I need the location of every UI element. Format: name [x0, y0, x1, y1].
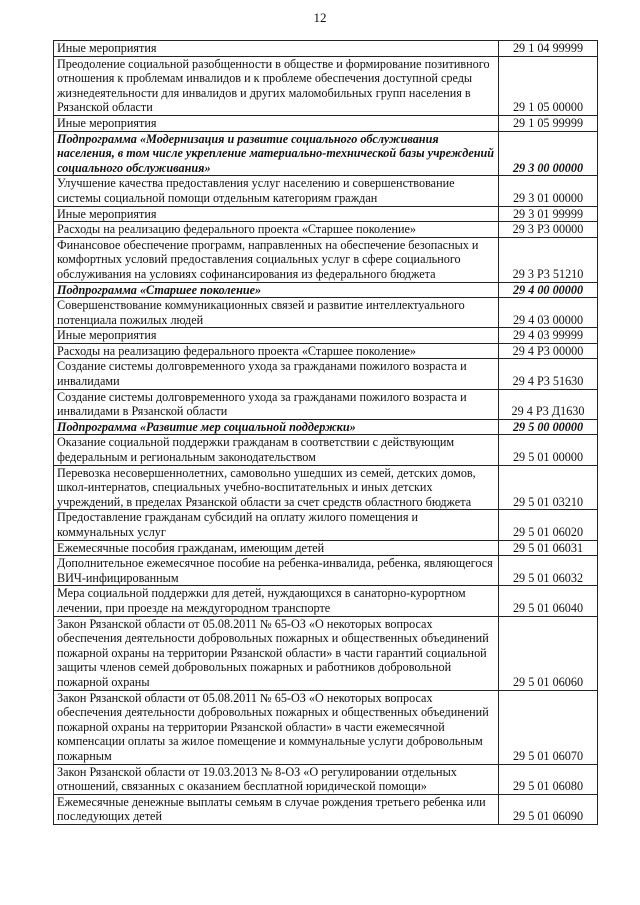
classification-code-cell: 29 4 P3 00000: [499, 343, 598, 359]
classification-code-cell: 29 5 01 03210: [499, 465, 598, 510]
table-row: [54, 690, 598, 764]
classification-code-cell: 29 5 01 06070: [499, 690, 598, 764]
classification-code-cell: 29 4 03 00000: [499, 298, 598, 328]
table-row: [54, 359, 598, 389]
subprogram-row: [54, 282, 598, 298]
expense-name-cell: Иные мероприятия: [54, 206, 499, 222]
classification-code-cell: 29 5 01 06060: [499, 616, 598, 690]
classification-code-cell: 29 3 01 99999: [499, 206, 598, 222]
classification-code-cell: 29 3 01 00000: [499, 176, 598, 206]
expense-name-cell: Создание системы долговременного ухода за гражданами пожилого возраста и инвалидами: [54, 359, 499, 389]
table-row: [54, 56, 598, 115]
expense-name-cell: Иные мероприятия: [54, 41, 499, 57]
table-row: [54, 556, 598, 586]
table-row: [54, 206, 598, 222]
table-row: [54, 435, 598, 465]
classification-code-cell: 29 1 05 99999: [499, 115, 598, 131]
classification-code-cell: 29 5 01 00000: [499, 435, 598, 465]
expense-name-cell: Закон Рязанской области от 19.03.2013 № 8-ОЗ «О регулировании отдельных отношений, связанных с оказанием бесплатной юридической помощи»: [54, 764, 499, 794]
table-row: [54, 540, 598, 556]
subprogram-row: [54, 419, 598, 435]
expense-name-cell: Подпрограмма «Старшее поколение»: [54, 282, 499, 298]
classification-code-cell: 29 3 P3 00000: [499, 222, 598, 238]
table-row: [54, 389, 598, 419]
expense-name-cell: Ежемесячные денежные выплаты семьям в случае рождения третьего ребенка или последующих детей: [54, 794, 499, 824]
classification-code-cell: 29 5 01 06031: [499, 540, 598, 556]
table-row: [54, 298, 598, 328]
expense-name-cell: Оказание социальной поддержки гражданам в соответствии с действующим федеральным и региональным законодательством: [54, 435, 499, 465]
expense-name-cell: Закон Рязанской области от 05.08.2011 № 65-ОЗ «О некоторых вопросах обеспечения деятельности добровольных пожарных и общественных объединений пожарной охраны на территории Рязанской области» в части гарантий социальной защиты членов семей добровольных пожарных и работников добровольной пожарной охраны: [54, 616, 499, 690]
table-row: [54, 41, 598, 57]
expense-name-cell: Закон Рязанской области от 05.08.2011 № 65-ОЗ «О некоторых вопросах обеспечения деятельности добровольных пожарных и общественных объединений пожарной охраны на территории Рязанской области» в части ежемесячной компенсации оплаты за жилое помещение и коммунальные услуги добровольным пожарным: [54, 690, 499, 764]
classification-code-cell: 29 5 00 00000: [499, 419, 598, 435]
classification-code-cell: 29 3 P3 51210: [499, 237, 598, 282]
expense-name-cell: Иные мероприятия: [54, 328, 499, 344]
expense-name-cell: Расходы на реализацию федерального проекта «Старшее поколение»: [54, 343, 499, 359]
classification-code-cell: 29 4 00 00000: [499, 282, 598, 298]
table-row: [54, 222, 598, 238]
table-body: [54, 41, 598, 825]
table-row: [54, 510, 598, 540]
classification-code-cell: 29 5 01 06080: [499, 764, 598, 794]
classification-code-cell: 29 5 01 06020: [499, 510, 598, 540]
expense-name-cell: Перевозка несовершеннолетних, самовольно ушедших из семей, детских домов, школ-интернатов, специальных учебно-воспитательных и иных детских учреждений, в пределах Рязанской области за счет средств областного бюджета: [54, 465, 499, 510]
classification-code-cell: 29 3 00 00000: [499, 131, 598, 176]
expense-name-cell: Ежемесячные пособия гражданам, имеющим детей: [54, 540, 499, 556]
expense-name-cell: Дополнительное ежемесячное пособие на ребенка-инвалида, ребенка, являющегося ВИЧ-инфицированным: [54, 556, 499, 586]
classification-code-cell: 29 4 P3 51630: [499, 359, 598, 389]
expense-name-cell: Предоставление гражданам субсидий на оплату жилого помещения и коммунальных услуг: [54, 510, 499, 540]
table-row: [54, 343, 598, 359]
expense-name-cell: Создание системы долговременного ухода за гражданами пожилого возраста и инвалидами в Рязанской области: [54, 389, 499, 419]
classification-code-cell: 29 5 01 06032: [499, 556, 598, 586]
table-row: [54, 237, 598, 282]
expense-name-cell: Мера социальной поддержки для детей, нуждающихся в санаторно-курортном лечении, при проезде на междугородном транспорте: [54, 586, 499, 616]
subprogram-row: [54, 131, 598, 176]
table-row: [54, 764, 598, 794]
expense-name-cell: Подпрограмма «Развитие мер социальной поддержки»: [54, 419, 499, 435]
classification-code-cell: 29 1 05 00000: [499, 56, 598, 115]
expense-name-cell: Преодоление социальной разобщенности в обществе и формирование позитивного отношения к проблемам инвалидов и к проблеме обеспечения доступной среды жизнедеятельности для инвалидов и других маломобильных групп населения в Рязанской области: [54, 56, 499, 115]
classification-code-cell: 29 4 03 99999: [499, 328, 598, 344]
expense-name-cell: Совершенствование коммуникационных связей и развитие интеллектуального потенциала пожилых людей: [54, 298, 499, 328]
table-row: [54, 465, 598, 510]
table-row: [54, 586, 598, 616]
table-row: [54, 328, 598, 344]
expense-name-cell: Расходы на реализацию федерального проекта «Старшее поколение»: [54, 222, 499, 238]
classification-code-cell: 29 5 01 06040: [499, 586, 598, 616]
table-row: [54, 616, 598, 690]
budget-classification-table: [53, 40, 598, 825]
table-row: [54, 115, 598, 131]
table-row: [54, 794, 598, 824]
expense-name-cell: Улучшение качества предоставления услуг населению и совершенствование системы социальной помощи отдельным категориям граждан: [54, 176, 499, 206]
expense-name-cell: Подпрограмма «Модернизация и развитие социального обслуживания населения, в том числе укрепление материально-технической базы учреждений социального обслуживания»: [54, 131, 499, 176]
table-row: [54, 176, 598, 206]
expense-name-cell: Иные мероприятия: [54, 115, 499, 131]
expense-name-cell: Финансовое обеспечение программ, направленных на обеспечение безопасных и комфортных условий предоставления социальных услуг в сфере социального обслуживания на условиях софинансирования из федерального бюджета: [54, 237, 499, 282]
classification-code-cell: 29 5 01 06090: [499, 794, 598, 824]
page-number: 12: [313, 10, 327, 25]
classification-code-cell: 29 4 P3 Д1630: [499, 389, 598, 419]
classification-code-cell: 29 1 04 99999: [499, 41, 598, 57]
